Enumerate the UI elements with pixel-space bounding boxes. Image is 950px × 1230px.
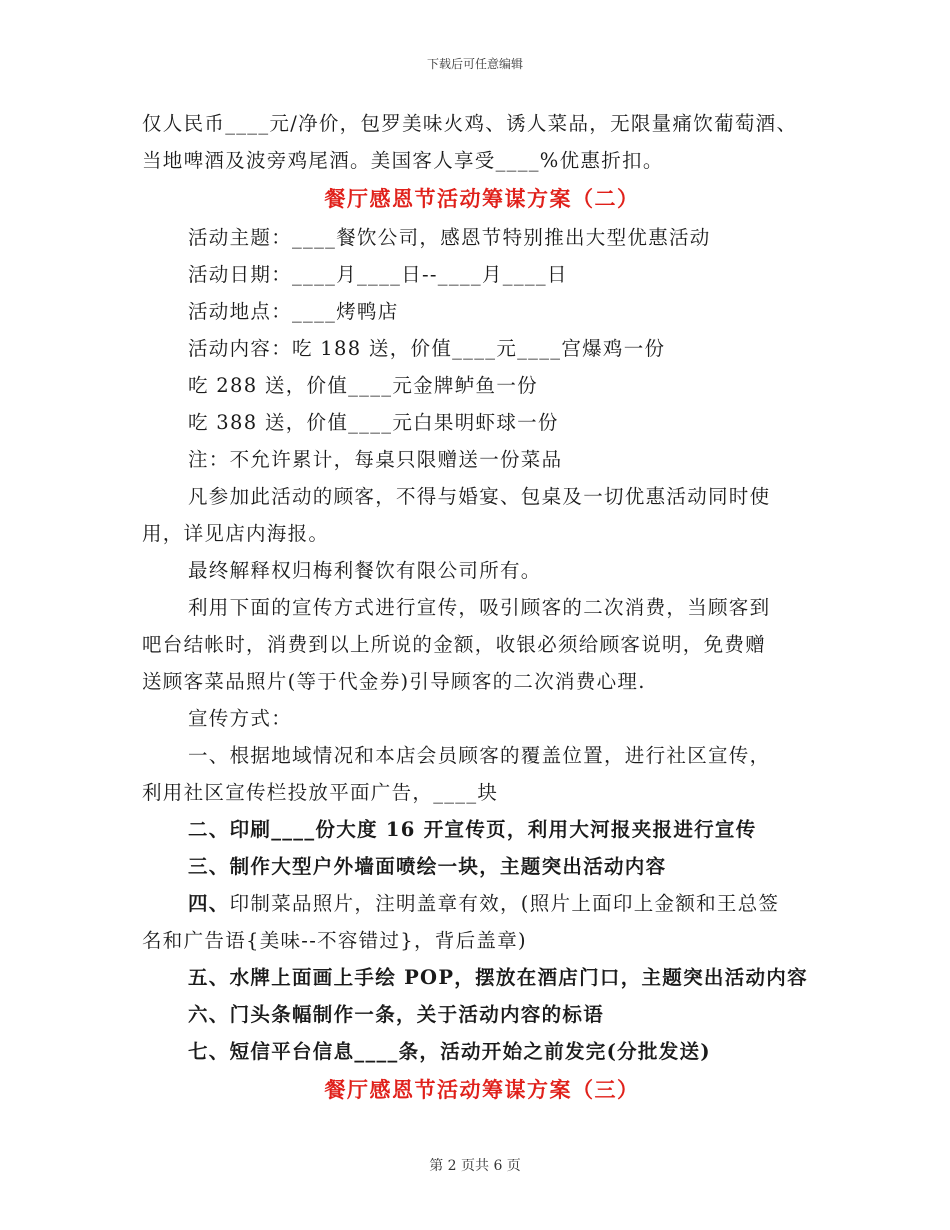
activity-date: 活动日期：____月____日--____月____日 — [188, 263, 568, 286]
activity-content-2: 吃 288 送，价值____元金牌鲈鱼一份 — [188, 374, 538, 397]
rule-line-1: 凡参加此活动的顾客，不得与婚宴、包桌及一切优惠活动同时使 — [188, 485, 771, 508]
promo-line-1: 利用下面的宣传方式进行宣传，吸引顾客的二次消费，当顾客到 — [188, 596, 771, 619]
method-3: 三、制作大型户外墙面喷绘一块，主题突出活动内容 — [188, 855, 667, 878]
final-interpretation: 最终解释权归梅利餐饮有限公司所有。 — [188, 559, 542, 582]
method-4-text: 印制菜品照片，注明盖章有效，(照片上面印上金额和王总签 — [229, 892, 780, 915]
method-1-line-1: 一、根据地域情况和本店会员顾客的覆盖位置，进行社区宣传， — [188, 744, 771, 767]
intro-line-2: 当地啤酒及波旁鸡尾酒。美国客人享受____%优惠折扣。 — [142, 149, 664, 172]
activity-theme: 活动主题：____餐饮公司，感恩节特别推出大型优惠活动 — [188, 226, 711, 249]
methods-label: 宣传方式： — [188, 707, 293, 730]
page-footer: 第 2 页共 6 页 — [429, 1158, 521, 1174]
rule-line-2: 用，详见店内海报。 — [142, 522, 330, 545]
promo-line-3: 送顾客菜品照片(等于代金券)引导顾客的二次消费心理. — [142, 670, 646, 693]
activity-note: 注：不允许累计，每桌只限赠送一份菜品 — [188, 448, 563, 471]
document-body — [142, 105, 822, 1110]
promo-line-2: 吧台结帐时，消费到以上所说的金额，收银必须给顾客说明，免费赠 — [142, 633, 767, 656]
method-4-line-2: 名和广告语{美味--不容错过}，背后盖章) — [142, 929, 527, 952]
activity-content-1: 活动内容：吃 188 送，价值____元____宫爆鸡一份 — [188, 337, 666, 360]
method-2: 二、印刷____份大度 16 开宣传页，利用大河报夹报进行宣传 — [188, 818, 757, 841]
method-4-line-1 — [142, 885, 822, 922]
method-6: 六、门头条幅制作一条，关于活动内容的标语 — [188, 1003, 605, 1026]
method-4-prefix: 四、 — [188, 892, 230, 915]
method-5: 五、水牌上面画上手绘 POP，摆放在酒店门口，主题突出活动内容 — [188, 966, 808, 989]
section-2-title: 餐厅感恩节活动筹谋方案（二） — [324, 186, 640, 211]
activity-place: 活动地点：____烤鸭店 — [188, 300, 399, 323]
activity-content-3: 吃 388 送，价值____元白果明虾球一份 — [188, 411, 559, 434]
section-3-title: 餐厅感恩节活动筹谋方案（三） — [324, 1077, 640, 1102]
method-1-line-2: 利用社区宣传栏投放平面广告，____块 — [142, 781, 499, 804]
page-header: 下载后可任意编辑 — [426, 57, 523, 71]
intro-line-1: 仅人民币____元/净价，包罗美味火鸡、诱人菜品，无限量痛饮葡萄酒、 — [142, 112, 798, 135]
method-7: 七、短信平台信息____条，活动开始之前发完(分批发送) — [188, 1040, 711, 1063]
